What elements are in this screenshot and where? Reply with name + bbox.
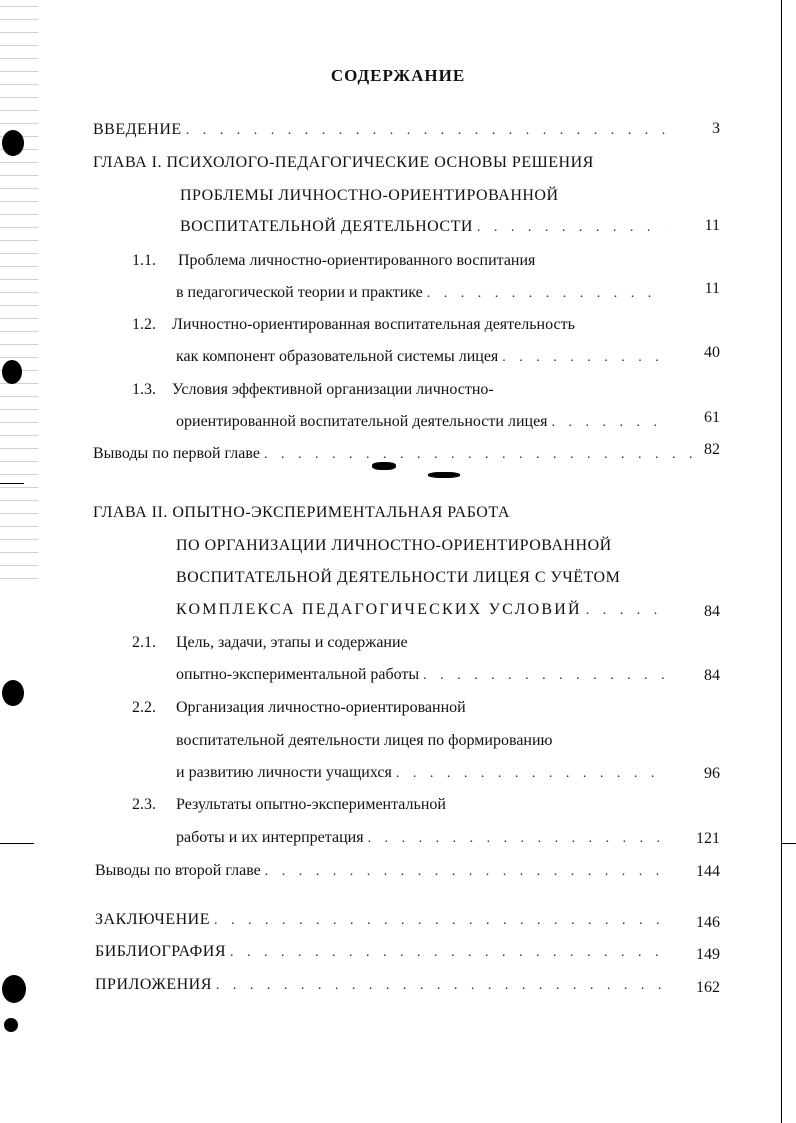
toc-label: ПРИЛОЖЕНИЯ	[95, 976, 212, 993]
section-number: 1.3.	[132, 381, 156, 398]
punch-hole-mark	[2, 975, 26, 1003]
punch-hole-mark	[2, 680, 24, 706]
leader-dots	[396, 764, 665, 784]
toc-label: ориентированной воспитательной деятельности лицея	[176, 413, 548, 430]
leader-dots	[586, 601, 665, 621]
page-number: 162	[696, 979, 720, 996]
toc-label: Выводы по первой главе	[93, 445, 260, 462]
punch-hole-mark	[4, 1018, 18, 1032]
leader-dots	[214, 911, 665, 931]
section-number: 1.1.	[132, 252, 156, 269]
toc-section-line	[132, 698, 466, 718]
page-number: 96	[704, 765, 720, 782]
toc-section-line: воспитательной деятельности лицея по формированию	[176, 732, 553, 749]
page-number: 61	[704, 409, 720, 426]
page-number: 84	[704, 667, 720, 684]
scan-edge-noise	[0, 0, 38, 580]
chapter-heading: ПО ОРГАНИЗАЦИИ ЛИЧНОСТНО-ОРИЕНТИРОВАННОЙ	[176, 537, 612, 554]
toc-label: работы и их интерпретация	[176, 829, 364, 846]
ink-smudge	[428, 472, 460, 478]
punch-hole-mark	[2, 130, 24, 156]
punch-hole-mark	[2, 360, 22, 384]
toc-entry-s11[interactable]	[176, 283, 665, 304]
chapter-heading: ГЛАВА I. ПСИХОЛОГО-ПЕДАГОГИЧЕСКИЕ ОСНОВЫ РЕШЕНИЯ	[93, 154, 594, 171]
toc-entry-s23[interactable]	[176, 828, 665, 849]
toc-entry-chapter1[interactable]	[180, 217, 665, 238]
scan-mark	[0, 483, 24, 484]
toc-entry-intro[interactable]	[93, 120, 665, 141]
toc-label: в педагогической теории и практике	[176, 284, 423, 301]
page-number: 11	[704, 217, 720, 234]
toc-section-line	[132, 315, 575, 335]
page-number: 3	[712, 120, 720, 137]
page-number: 11	[704, 280, 720, 297]
section-title: Организация личностно-ориентированной	[176, 699, 466, 716]
leader-dots	[477, 218, 665, 238]
section-title: Проблема личностно-ориентированного воспитания	[178, 252, 536, 269]
toc-section-line	[132, 380, 494, 400]
scan-edge-line	[781, 0, 782, 1123]
leader-dots	[427, 284, 665, 304]
scan-mark	[0, 843, 34, 844]
toc-entry-s21[interactable]	[176, 665, 665, 686]
section-title: Личностно-ориентированная воспитательная деятельность	[172, 316, 575, 333]
leader-dots	[368, 829, 665, 849]
section-number: 2.2.	[132, 699, 156, 716]
toc-entry-conclusion2[interactable]	[95, 861, 665, 882]
toc-entry-conclusion[interactable]	[95, 910, 665, 931]
chapter-heading: ГЛАВА II. ОПЫТНО-ЭКСПЕРИМЕНТАЛЬНАЯ РАБОТА	[93, 504, 510, 521]
scan-mark	[782, 843, 796, 844]
toc-label: ЗАКЛЮЧЕНИЕ	[95, 911, 210, 928]
leader-dots	[265, 862, 665, 882]
leader-dots	[264, 445, 693, 465]
toc-label: опытно-экспериментальной работы	[176, 666, 420, 683]
toc-label: Выводы по второй главе	[95, 862, 261, 879]
page-number: 84	[704, 603, 720, 620]
toc-label: и развитию личности учащихся	[176, 764, 392, 781]
toc-entry-chapter2[interactable]	[176, 600, 665, 621]
page-number: 146	[696, 914, 720, 931]
leader-dots	[230, 943, 665, 963]
toc-entry-conclusion1[interactable]	[93, 444, 693, 465]
page-number: 121	[696, 830, 720, 847]
section-number: 2.1.	[132, 634, 156, 651]
section-title: Цель, задачи, этапы и содержание	[176, 634, 408, 651]
toc-entry-appendix[interactable]	[95, 975, 665, 996]
section-number: 2.3.	[132, 796, 156, 813]
toc-label: ВВЕДЕНИЕ	[93, 121, 182, 138]
leader-dots	[186, 121, 665, 141]
section-number: 1.2.	[132, 316, 156, 333]
leader-dots	[423, 666, 665, 686]
leader-dots	[552, 413, 665, 433]
leader-dots	[216, 976, 665, 996]
toc-entry-s12[interactable]	[176, 347, 665, 368]
leader-dots	[502, 348, 665, 368]
toc-section-line	[132, 251, 535, 271]
page-number: 144	[696, 863, 720, 880]
toc-section-line	[132, 795, 446, 815]
toc-entry-bibliography[interactable]	[95, 942, 665, 963]
page-number: 82	[704, 441, 720, 458]
chapter-heading: ПРОБЛЕМЫ ЛИЧНОСТНО-ОРИЕНТИРОВАННОЙ	[180, 187, 559, 204]
page-number: 40	[704, 344, 720, 361]
toc-label: как компонент образовательной системы лицея	[176, 348, 499, 365]
section-title: Условия эффективной организации личностно-	[172, 381, 494, 398]
toc-section-line	[132, 633, 408, 653]
toc-label: БИБЛИОГРАФИЯ	[95, 943, 227, 960]
toc-entry-s22[interactable]	[176, 763, 665, 784]
toc-label: КОМПЛЕКСА ПЕДАГОГИЧЕСКИХ УСЛОВИЙ	[176, 601, 582, 618]
toc-label: ВОСПИТАТЕЛЬНОЙ ДЕЯТЕЛЬНОСТИ	[180, 218, 473, 235]
page-number: 149	[696, 946, 720, 963]
page-title: СОДЕРЖАНИЕ	[330, 66, 466, 85]
chapter-heading: ВОСПИТАТЕЛЬНОЙ ДЕЯТЕЛЬНОСТИ ЛИЦЕЯ С УЧЁТОМ	[176, 569, 621, 586]
section-title: Результаты опытно-экспериментальной	[176, 796, 446, 813]
toc-entry-s13[interactable]	[176, 412, 665, 433]
